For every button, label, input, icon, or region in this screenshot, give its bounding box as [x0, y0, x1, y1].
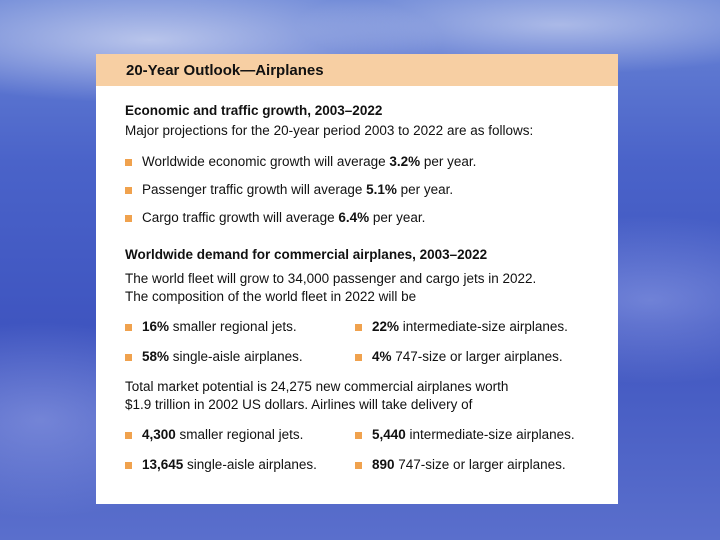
delivery-item [125, 420, 355, 450]
composition-text: smaller regional jets. [169, 319, 297, 334]
section-heading-growth: Economic and traffic growth, 2003–2022 [125, 103, 383, 118]
delivery-value: 13,645 [142, 457, 184, 472]
bullet-square-icon [125, 187, 132, 194]
composition-value: 22% [372, 319, 400, 334]
bullet-square-icon [125, 354, 132, 361]
growth-bullet [125, 176, 596, 204]
panel-header [96, 54, 618, 86]
bullet-square-icon [355, 354, 362, 361]
bullet-text: Passenger traffic growth will average [142, 182, 367, 197]
growth-bullet [125, 204, 596, 232]
panel-content [96, 86, 618, 480]
panel-title: 20-Year Outlook—Airplanes [126, 61, 324, 79]
bullet-square-icon [355, 324, 362, 331]
composition-text: intermediate-size airplanes. [399, 319, 568, 334]
market-line-2: $1.9 trillion in 2002 US dollars. Airlines will take delivery of [125, 397, 473, 412]
bullet-text: per year. [396, 182, 454, 197]
bullet-square-icon [125, 432, 132, 439]
composition-text: single-aisle airplanes. [169, 349, 303, 364]
growth-intro: Major projections for the 20-year period 2003 to 2022 are as follows: [125, 123, 534, 138]
demand-intro-line-2: The composition of the world fleet in 2022 will be [125, 289, 417, 304]
bullet-square-icon [125, 159, 132, 166]
composition-text: 747-size or larger airplanes. [391, 349, 563, 364]
market-line-1: Total market potential is 24,275 new commercial airplanes worth [125, 379, 509, 394]
delivery-item [355, 450, 595, 480]
delivery-item [355, 420, 595, 450]
growth-bullet [125, 148, 596, 176]
bullet-value: 3.2% [389, 154, 421, 169]
outlook-panel [96, 54, 618, 504]
demand-intro-line-1: The world fleet will grow to 34,000 passenger and cargo jets in 2022. [125, 271, 537, 286]
delivery-text: 747-size or larger airplanes. [394, 457, 566, 472]
bullet-text: Worldwide economic growth will average [142, 154, 390, 169]
delivery-value: 890 [372, 457, 395, 472]
delivery-text: single-aisle airplanes. [183, 457, 317, 472]
bullet-text: per year. [420, 154, 477, 169]
composition-item [355, 312, 595, 342]
delivery-text: smaller regional jets. [175, 427, 304, 442]
composition-grid [125, 312, 596, 372]
bullet-square-icon [125, 462, 132, 469]
bullet-square-icon [125, 324, 132, 331]
bullet-value: 5.1% [366, 182, 397, 197]
delivery-value: 5,440 [372, 427, 406, 442]
bullet-text: per year. [369, 210, 426, 225]
bullet-square-icon [355, 462, 362, 469]
delivery-value: 4,300 [142, 427, 176, 442]
composition-value: 58% [142, 349, 170, 364]
composition-item [125, 312, 355, 342]
bullet-square-icon [125, 215, 132, 222]
bullet-square-icon [355, 432, 362, 439]
growth-bullet-list [125, 148, 596, 232]
delivery-text: intermediate-size airplanes. [405, 427, 575, 442]
composition-item [125, 342, 355, 372]
deliveries-grid [125, 420, 596, 480]
composition-value: 4% [372, 349, 392, 364]
section-heading-demand: Worldwide demand for commercial airplanes, 2003–2022 [125, 247, 488, 262]
bullet-text: Cargo traffic growth will average [142, 210, 339, 225]
delivery-item [125, 450, 355, 480]
composition-item [355, 342, 595, 372]
bullet-value: 6.4% [338, 210, 370, 225]
composition-value: 16% [142, 319, 170, 334]
